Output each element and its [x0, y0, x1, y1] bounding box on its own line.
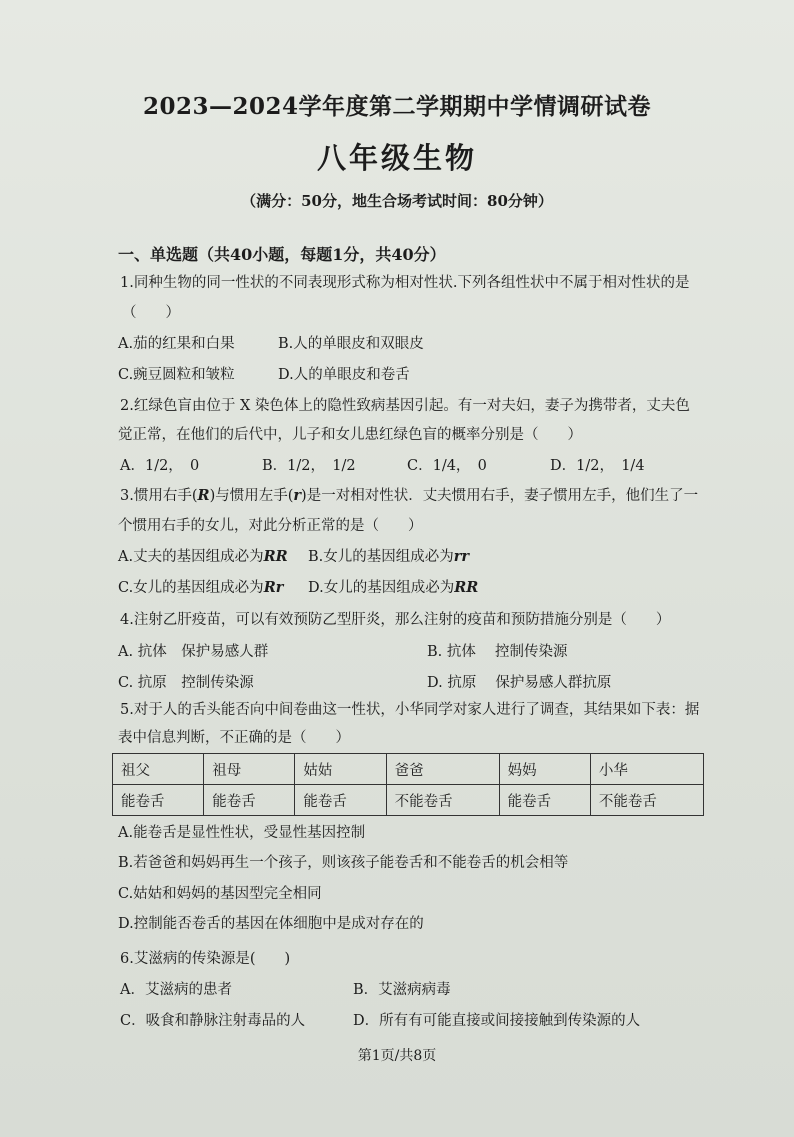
option-b: B.女儿的基因组成必为rr [308, 548, 470, 565]
subject-title: 八年级生物 [316, 141, 477, 175]
option-a: A.茄的红果和白果 [118, 336, 235, 352]
question-stem: 1.同种生物的同一性状的不同表现形式称为相对性状.下列各组性状中不属于相对性状的是 [120, 275, 690, 291]
option-a: A．1/2， 0 [120, 458, 200, 474]
option-d: D．所有有可能直接或间接接触到传染源的人 [353, 1013, 641, 1029]
question-stem: 个惯用右手的女儿，对此分析正常的是（ ） [118, 518, 423, 534]
question-stem: （ ） [122, 305, 180, 321]
option-c: C.豌豆圆粒和皱粒 [118, 367, 235, 383]
gene-symbol: R [197, 487, 210, 504]
table-header-cell: 祖父 [113, 754, 204, 785]
option-a: A.丈夫的基因组成必为RR [118, 548, 288, 565]
option-c: C. 抗原 控制传染源 [118, 675, 254, 691]
table-header-cell: 妈妈 [499, 754, 590, 785]
table-cell: 能卷舌 [499, 785, 590, 816]
table-header-cell: 姑姑 [295, 754, 386, 785]
gene-symbol: rr [453, 548, 470, 565]
gene-symbol: r [293, 487, 302, 504]
survey-table [112, 753, 704, 816]
stem-text: )与惯用左手( [209, 488, 294, 504]
page-number: 第1页/共8页 [357, 1048, 437, 1064]
table-cell: 能卷舌 [113, 785, 204, 816]
question-stem: 2.红绿色盲由位于 X 染色体上的隐性致病基因引起。有一对夫妇，妻子为携带者，丈夫色 [120, 398, 690, 414]
table-row [113, 785, 704, 816]
table-header-cell: 小华 [590, 754, 703, 785]
option-a: A．艾滋病的患者 [120, 982, 232, 998]
option-c: C.姑姑和妈妈的基因型完全相同 [118, 886, 322, 902]
table-cell: 能卷舌 [204, 785, 295, 816]
option-d: D. 抗原 保护易感人群抗原 [427, 675, 612, 691]
option-d: D.女儿的基因组成必为RR [308, 579, 479, 596]
option-c: C．1/4， 0 [407, 458, 487, 474]
section-heading: 一、单选题（共40小题，每题1分，共40分） [118, 245, 446, 264]
option-d: D．1/2， 1/4 [550, 458, 645, 474]
option-a: A.能卷舌是显性性状，受显性基因控制 [118, 825, 366, 841]
question-stem: 觉正常，在他们的后代中，儿子和女儿患红绿色盲的概率分别是（ ） [118, 427, 582, 443]
question-stem: 4.注射乙肝疫苗，可以有效预防乙型肝炎，那么注射的疫苗和预防措施分别是（ ） [120, 612, 671, 628]
stem-text: )是一对相对性状．丈夫惯用右手，妻子惯用左手，他们生了一 [301, 488, 699, 504]
table-cell: 不能卷舌 [386, 785, 499, 816]
question-stem: 表中信息判断，不正确的是（ ） [118, 730, 350, 746]
gene-symbol: RR [454, 579, 479, 596]
option-c: C．吸食和静脉注射毒品的人 [120, 1013, 306, 1029]
table-row [113, 754, 704, 785]
option-b: B．1/2， 1/2 [262, 458, 356, 474]
option-b: B.若爸爸和妈妈再生一个孩子，则该孩子能卷舌和不能卷舌的机会相等 [118, 855, 569, 871]
table-header-cell: 祖母 [204, 754, 295, 785]
table-cell: 不能卷舌 [590, 785, 703, 816]
option-b: B. 抗体 控制传染源 [427, 644, 568, 660]
exam-info: （满分：50分，地生合场考试时间：80分钟） [241, 192, 553, 210]
table-header-cell: 爸爸 [386, 754, 499, 785]
option-d: D.人的单眼皮和卷舌 [278, 367, 410, 383]
option-b: B．艾滋病病毒 [353, 982, 451, 998]
question-stem [120, 486, 698, 506]
question-stem: 5.对于人的舌头能否向中间卷曲这一性状，小华同学对家人进行了调查，其结果如下表：据 [120, 702, 700, 718]
option-d: D.控制能否卷舌的基因在体细胞中是成对存在的 [118, 916, 424, 932]
gene-symbol: RR [263, 548, 288, 565]
table-cell: 能卷舌 [295, 785, 386, 816]
option-c: C.女儿的基因组成必为Rr [118, 579, 284, 596]
stem-text: 3.惯用右手( [120, 488, 198, 504]
option-a: A. 抗体 保护易感人群 [118, 644, 269, 660]
question-stem: 6.艾滋病的传染源是( ) [120, 951, 291, 967]
exam-title: 2023—2024学年度第二学期期中学情调研试卷 [142, 93, 652, 120]
option-b: B.人的单眼皮和双眼皮 [278, 336, 424, 352]
gene-symbol: Rr [263, 579, 284, 596]
